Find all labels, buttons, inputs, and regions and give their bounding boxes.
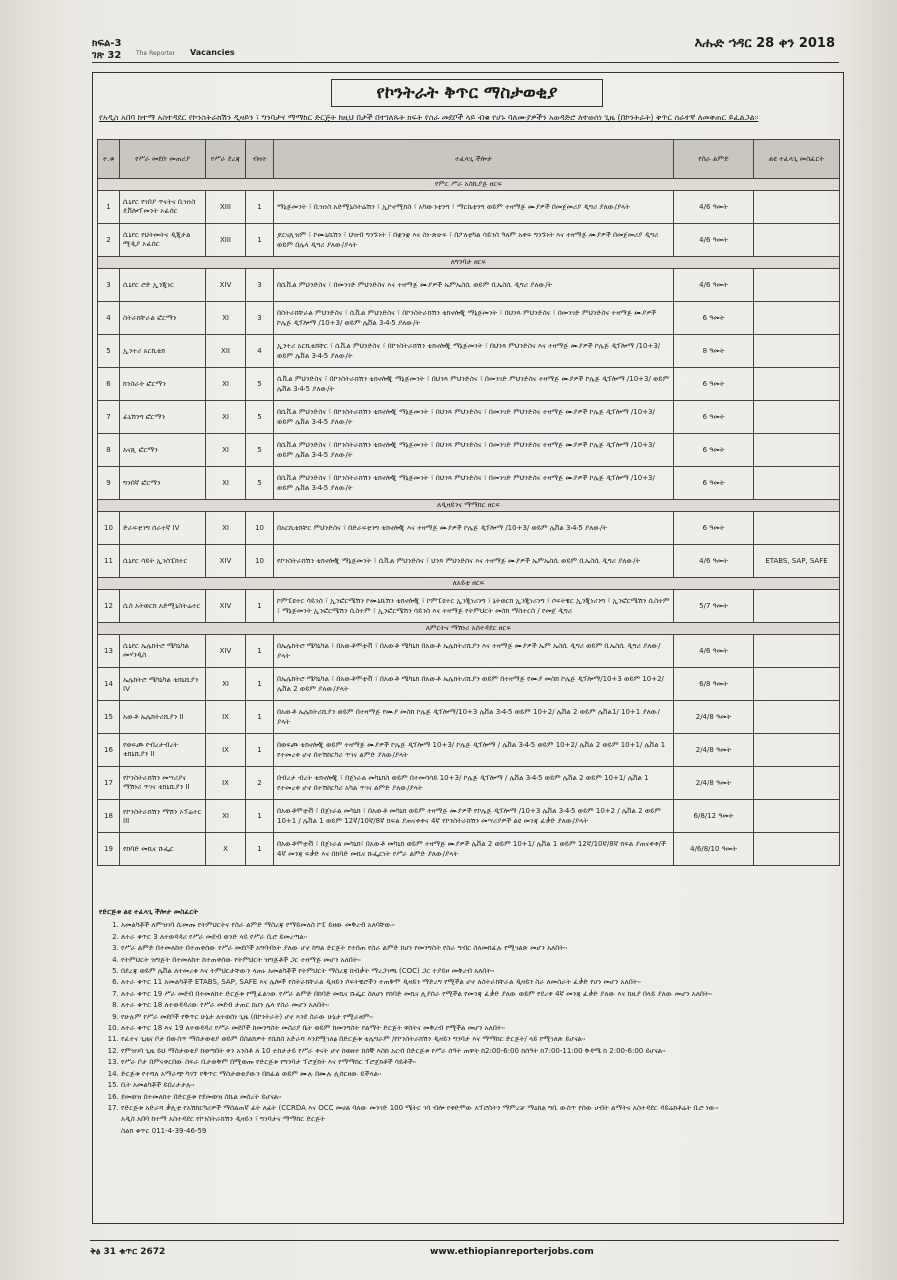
section-name: የምር ሥራ አስኪያጅ ዘርፍ (98, 179, 840, 191)
cell-special (754, 302, 840, 335)
cell-grade: XI (206, 434, 246, 467)
cell-qty: 3 (246, 269, 274, 302)
cell-special (754, 734, 840, 767)
cell-experience: 4/6 ዓመት (674, 269, 754, 302)
table-row (98, 302, 840, 335)
cell-requirements: በሲቪል ምህንድስና ፣ በኮንስትራክሽን ቴክኖሎጂ ማኔጅመንት ፣ በህንጻ ምህንድስና ፣ በመንገድ ምህንድስና ተዛማጅ ሙያዎች ኮሌጅ ዲፕሎማ /10+3/ ወይም ሌቨል 3፡4፡5 ያለው/ት (274, 401, 674, 434)
cell-experience: 6/8 ዓመት (674, 668, 754, 701)
note-item: 15. ቢት አመልካቾች ይበረታታሉ፡፡ (121, 1080, 835, 1091)
cell-special (754, 224, 840, 257)
col-header-no: ተ.ቁ (98, 140, 120, 179)
table-row (98, 191, 840, 224)
cell-requirements: በወፍጮ ቴክኖሎጂ ወይም ተዛማጅ ሙያዎች ኮሌጅ ዲፕሎማ 10+3/ ኮሌጅ ዲፕሎማ / ሌቨል 3፡4፡5 ወይም 10+2/ ሌቨል 2 ወይም 10+1/ ሌቨል 1 የተመረቀ ሆኖ በተሽከርካሪ ጥገና ልምድ ያለው/ያላት (274, 734, 674, 767)
table-row (98, 635, 840, 668)
note-item: 3. የሥራ ልምድ በተመለከተ በተጠቀሰው የሥራ መደቦች አግባብነት ያለው ሆኖ ከግል ድርጅት የተሰጠ የስራ ልምድ ከሆነ የመንግስት የስራ ግብር ስለመክፈሉ የሚገልጽ መሆን አለበት፡፡ (121, 943, 835, 954)
cell-title: ሲኒየር የገበያ ጥናትና ቢዝነስ ዴቨሎፕመንት ኦፊሰር (120, 191, 206, 224)
cell-experience: 4/6 ዓመት (674, 224, 754, 257)
cell-grade: IX (206, 701, 246, 734)
cell-experience: 4/6 ዓመት (674, 545, 754, 578)
cell-qty: 1 (246, 701, 274, 734)
cell-special (754, 467, 840, 500)
cell-requirements: በስትራክቸራል ምህንድስና ፣ ሲቪል ምህንድስና ፣ በኮንስትራክሽን ቴክኖሎጂ ማኔጅመንት ፣ በህንጻ ምህንድስና ፣ በመንገድ ምህንድስና ተዛማጅ ሙያዎች ኮሌጅ ዲፕሎማ /10+3/ ወይም ሌቨል 3፡4፡5 ያለው/ት (274, 302, 674, 335)
section-name: Vacancies (190, 48, 235, 57)
cell-requirements: በኤሌክትሮ ሜካኒካል ፣ በአውቶሞቲቭ ፣ በአውቶ ሜካኒክ በአውቶ ኤሌክትሪሺያን እና ተዛማጅ ሙያዎች ኤም ኤስሲ ዲግሪ ወይም ቢኤስሲ ዲግሪ ያለው/ያላት (274, 635, 674, 668)
cell-experience: 6 ዓመት (674, 512, 754, 545)
notes-list (99, 920, 835, 1114)
table-row (98, 269, 840, 302)
col-header-title: የሥራ መደቡ መጠሪያ (120, 140, 206, 179)
ad-title: የኮንትራት ቅጥር ማስታወቂያ (331, 79, 603, 107)
cell-grade: IX (206, 734, 246, 767)
volume-issue: ቅፅ 31 ቁጥር 2672 (90, 1247, 166, 1257)
cell-qty: 10 (246, 512, 274, 545)
note-item: 9. የሁሉም የሥራ መደቦች የቅጥር ሁኔታ ለተወሰነ ጊዜ (በኮንትራት) ሆኖ እንደ ስራው ሁኔታ የሚራዘም፡፡ (121, 1012, 835, 1023)
cell-experience: 6 ዓመት (674, 401, 754, 434)
col-header-experience: የስራ ልምድ (674, 140, 754, 179)
cell-title: ሲኒየር የህትመትና ዲጂታል ሚዲያ ኦፊሰር (120, 224, 206, 257)
cell-special (754, 335, 840, 368)
cell-no: 10 (98, 512, 120, 545)
cell-special (754, 590, 840, 623)
cell-grade: XIV (206, 545, 246, 578)
cell-no: 17 (98, 767, 120, 800)
cell-title: የኮንስትራክሽን ማሽን ኦፕሬተር III (120, 800, 206, 833)
cell-title: የወፍጮ የብረታብረት ቴክኒሺያን II (120, 734, 206, 767)
cell-grade: XIII (206, 191, 246, 224)
cell-qty: 4 (246, 335, 274, 368)
cell-qty: 1 (246, 590, 274, 623)
cell-requirements: በብረታ ብረት ቴክኖሎጂ ፣ በጀነራል መካኒክስ ወይም በተመሳሳይ 10+3/ ኮሌጅ ዲፕሎማ / ሌቨል 3፡4፡5 ወይም ሌቨል 2 ወይም 10+1/ ሌቨል 1 የተመረቀ ሆኖ በተሽከርካሪ አካል ጥገና ልምድ ያለው/ያላት (274, 767, 674, 800)
table-row (98, 368, 840, 401)
cell-requirements: በአርኪቴክቸር ምህንድስና ፣ በድራፍቲንግ ቴክኖሎጂ እና ተዛማጅ ሙያዎች ኮሌጅ ዲፕሎማ /10+3/ ወይም ሌቨል 3፡4፡5 ያለው/ት (274, 512, 674, 545)
cell-experience: 4/6 ዓመት (674, 191, 754, 224)
cell-no: 13 (98, 635, 120, 668)
table-row (98, 467, 840, 500)
cell-title: የኮንስትራክሽን መሣሪያና ማሽነሪ ጥገና ቴክኒሺያን II (120, 767, 206, 800)
cell-requirements: በአውቶሞቲቭ ፣ በጀነራል መካኒክ፣ በአውቶ መካኒክ ወይም ተዛማጅ ሙያዎች ሌቨል 2 ወይም 10+1/ ሌቨል 1 ወይም 12ኛ/10ኛ/8ኛ ክፍል ያጠናቀቀ/ች 4ኛ መንጃ ፍቃድ እና በከባድ መኪና ሹፌርነት የሥራ ልምድ ያለው/ያላት (274, 833, 674, 866)
note-item: 7. ለተራ ቁጥር 19 ሥራ መደብ በተመለከተ ድርጅቱ የሚፈልገው የሥራ ልምድ በከባድ መኪና ሹፌር ስለሆነ የከባድ መኪና ሊያሰራ የሚችል የመንጃ ፈቃድ ያለው ወይም የደረቀ 4ኛ መንጃ ፈቃድ ያለው እና ከዚያ በላይ ያለው መሆን አለበት፡፡ (121, 989, 835, 1000)
cell-requirements: የኮንስትራክሽን ቴክኖሎጂ ማኔጅመንት ፣ ሲቪል ምህንድስና ፣ ህንጻ ምህንድስና እና ተዛማጅ ሙያዎች ኤምኤስሲ ወይም ቢኤስሲ ዲግሪ ያለው/ት (274, 545, 674, 578)
cell-no: 7 (98, 401, 120, 434)
table-row (98, 434, 840, 467)
note-item: 10. ለተራ ቁጥር 18 እና 19 ለተወዳዳሪ የሥራ መደቦች ከመንግስት መስሪያ ቤት ወይም ከመንግስት የልማት ድርጅት ዋስትና መቅረብ የሚችል መሆን አለበት፡፡ (121, 1023, 835, 1034)
table-row (98, 590, 840, 623)
cell-grade: XI (206, 368, 246, 401)
cell-title: ሲኒየር ኤሌክትሮ ሜካኒካል መሃንዲስ (120, 635, 206, 668)
cell-requirements: በሲቪል ምህንድስና ፣ በመንገድ ምህንድስና እና ተዛማጅ ሙያዎች ኤምኤስሲ ወይም ቢኤስሲ ዲግሪ ያለው/ት (274, 269, 674, 302)
cell-no: 19 (98, 833, 120, 866)
col-header-requirements: ተፈላጊ ችሎታ (274, 140, 674, 179)
issue-date: እሑድ ኀዳር 28 ቀን 2018 (694, 36, 835, 51)
cell-special (754, 191, 840, 224)
table-row (98, 734, 840, 767)
cell-requirements: ኮምፒዩተር ሳይንስ ፣ ኢንፎርሜሽን ኮሙኒኬሽን ቴክኖሎጂ ፣ ኮምፒዩተር ኢንጂነሪንግ ፣ ኔትወርክ ኢንጂነሪንግ ፣ ሶፍትዌር ኢንጂነሪንግ ፣ ኢንፎርሜሽን ሲስተም ፣ ማኔጅመንት ኢንፎርሜሽን ሲስተም ፣ ኢንፎርሜሽን ሳይንስ እና ተዛማጅ የትምህርት መስክ ማስተርስ / የመጀ ዲግሪ (274, 590, 674, 623)
cell-qty: 1 (246, 800, 274, 833)
cell-no: 6 (98, 368, 120, 401)
cell-requirements: በአውቶሞቲቭ ፣ በጀነራል መካኒክ ፣ በአውቶ መካኒክ ወይም ተዛማጅ ሙያዎች የኮሌጅ ዲፕሎማ /10+3 ሌቨል 3፡4፡5 ወይም 10+2 / ሌቨል 2 ወይም 10+1 / ሌቨል 1 ወይም 12ኛ/10ኛ/8ኛ ክፍል ያጠናቀቀና 4ኛ የኮንስትራክሽን መሣሪያዎች ልዩ መንጃ ፈቃድ ያለው/ያላት (274, 800, 674, 833)
cell-experience: 2/4/8 ዓመት (674, 701, 754, 734)
table-row (98, 335, 840, 368)
col-header-qty: ብዛት (246, 140, 274, 179)
cell-special (754, 668, 840, 701)
table-row (98, 401, 840, 434)
vacancy-ad (92, 72, 844, 1224)
cell-special (754, 269, 840, 302)
cell-qty: 1 (246, 833, 274, 866)
cell-no: 12 (98, 590, 120, 623)
cell-grade: XIV (206, 635, 246, 668)
cell-qty: 1 (246, 635, 274, 668)
cell-experience: 6 ዓመት (674, 302, 754, 335)
note-item: 5. በደረጃ ወይም ሌቨል ለተመረቁ እና ትምህርታቸውን ላጠኑ አመልካቾች የትምህርት ማስረጃ ከብቃት ማረጋገጫ (COC) ጋር ተያይዞ መቅረብ አለበት፡፡ (121, 966, 835, 977)
note-item: 11. የፈተና ጊዜና ቦታ በውስጥ ማስታወቂያ ወይም በስልክዎት የሴክስ አድራሻ እንደሚገለፅ በድርጅቱ ቴሌግራም /የኮንስትራክሽን ዲዛይን ግንባታ እና ማማከር ድርጅት/ ላይ የሚገለጽ ይሆናል፡፡ (121, 1034, 835, 1045)
cell-requirements: በኤሌክትሮ ሜካኒካል ፣ በአውቶሞቲቭ ፣ በአውቶ ሜካኒክ በአውቶ ኤሌክትሪሺያን ወይም በተዛማጅ የሙያ መስክ ኮሌጅ ዲፕሎማ/10+3 ወይም 10+2/ ሌቨል 2 ወይም ያለው/ያላት (274, 668, 674, 701)
cell-qty: 5 (246, 467, 274, 500)
table-section-row (98, 578, 840, 590)
note-item: 8. ለተራ ቁጥር 18 ለተወዳዳሪው የሥራ መደብ ታጠር ከሆነ ሌላ የስራ መሆን አለበት፡፡ (121, 1000, 835, 1011)
cell-special: ETABS, SAP, SAFE (754, 545, 840, 578)
table-section-row (98, 623, 840, 635)
table-row (98, 668, 840, 701)
cell-grade: XI (206, 668, 246, 701)
cell-no: 11 (98, 545, 120, 578)
note-item: 13. የሥራ ቦታ በምናቀርበው ስፍራ ቢታወቅም በሚወጡ የድርጅቱ የግንባታ ፕሮጀክት እና የማማከር ፕሮጀክቶች ሳይቶች፡፡ (121, 1057, 835, 1068)
cell-qty: 10 (246, 545, 274, 578)
cell-title: ግንበኛ ፎርማን (120, 467, 206, 500)
cell-qty: 1 (246, 668, 274, 701)
cell-requirements: በአውቶ ኤሌክትሪሺያን ወይም በተዛማጅ የሙያ መስክ ኮሌጅ ዲፕሎማ/10+3 ሌቨል 3፡4፡5 ወይም 10+2/ ሌቨል 2 ወይም ሌቨል1/ 10+1 ያለው/ያላት (274, 701, 674, 734)
cell-grade: XIV (206, 269, 246, 302)
note-item: 2. ለተራ ቁጥር 3 ለተወዳዳሪ የሥራ መደብ ወንድ ላይ የሥራ ቢሮ ይመረጣል፡፡ (121, 932, 835, 943)
note-item: 6. ለተራ ቁጥር 11 አመልካቾች ETABS, SAP, SAFE እና ሌሎች የስትራክቸራል ዲዛይን ሶፍትዌሮችን ተጠቅሞ ዲዛይን ማድረግ የሚችል ሆኖ ለስትራክቸራል ዲዛይን ስራ ለመስራት ፈቃድ የሆነ መሆን አለበት፡፡ (121, 977, 835, 988)
cell-special (754, 512, 840, 545)
requirements-notes (99, 907, 835, 1137)
cell-title: ሲኒየር ሳይት ኢንስፔክተር (120, 545, 206, 578)
page-footer (90, 1240, 839, 1263)
cell-qty: 5 (246, 434, 274, 467)
cell-grade: XI (206, 800, 246, 833)
table-header-row (98, 140, 840, 179)
cell-no: 4 (98, 302, 120, 335)
table-row (98, 512, 840, 545)
cell-special (754, 701, 840, 734)
cell-title: ስትራክቸራል ፎርማን (120, 302, 206, 335)
vacancy-table (97, 139, 840, 866)
cell-grade: XIII (206, 224, 246, 257)
table-row (98, 545, 840, 578)
cell-no: 2 (98, 224, 120, 257)
cell-special (754, 833, 840, 866)
cell-grade: XI (206, 467, 246, 500)
section-name: ለአይቲ ዘርፍ (98, 578, 840, 590)
col-header-grade: የሥራ ደረጃ (206, 140, 246, 179)
brand-name: The Reporter (136, 50, 176, 57)
cell-experience: 6/8/12 ዓመት (674, 800, 754, 833)
cell-experience: 2/4/8 ዓመት (674, 767, 754, 800)
footer-url[interactable]: www.ethiopianreporterjobs.com (430, 1247, 594, 1257)
cell-no: 1 (98, 191, 120, 224)
cell-qty: 2 (246, 767, 274, 800)
note-item: 14. ድርጅቱ የተሻለ አማራጭ ካገኘ የቅጥር ማስታወቂያውን በከፊል ወይም ሙሉ በሙሉ ሊሰርዘው ይችላል፡፡ (121, 1069, 835, 1080)
table-row (98, 767, 840, 800)
cell-grade: IX (206, 767, 246, 800)
table-section-row (98, 257, 840, 269)
cell-qty: 3 (246, 302, 274, 335)
cell-requirements: በሲቪል ምህንድስና ፣ በኮንስትራክሽን ቴክኖሎጂ ማኔጅመንት ፣ በህንጻ ምህንድስና ፣ በመንገድ ምህንድስና ተዛማጅ ሙያዎች ኮሌጅ ዲፕሎማ /10+3/ ወይም ሌቨል 3፡4፡5 ያለው/ት (274, 467, 674, 500)
cell-no: 15 (98, 701, 120, 734)
section-name: ለምርትና ማሽነሪ አስተዳደር ዘርፍ (98, 623, 840, 635)
cell-grade: XI (206, 512, 246, 545)
cell-title: ፊኒሽንግ ፎርማን (120, 401, 206, 434)
cell-experience: 4/6 ዓመት (674, 635, 754, 668)
cell-title: አውቶ ኤሌክትሪሺያን II (120, 701, 206, 734)
cell-special (754, 368, 840, 401)
cell-special (754, 434, 840, 467)
note-item: 16. ደመወዝ በተመለከተ በድርጅቱ የደመወዝ ስኬል መሰረት ይሆናል፡፡ (121, 1092, 835, 1103)
cell-no: 3 (98, 269, 120, 302)
cell-experience: 6 ዓመት (674, 368, 754, 401)
cell-title: ሲኒየር ሮድ ኢንጂነር (120, 269, 206, 302)
header-rule (92, 62, 839, 63)
cell-title: ሲስ አትወርክ አድሚኒስትሬተር (120, 590, 206, 623)
table-row (98, 833, 840, 866)
notes-title: የድርጅቱ ልዩ ተፈላጊ ችሎታ መስፈርት (99, 908, 199, 916)
page-section-label: ክፍል-3 (92, 38, 122, 49)
cell-requirements: ማኔጅመንት ፣ ቢዝነስ አድሚኒስትሬሽን ፣ ኢኮኖሚክስ ፣ አካውንቲንግ ፣ ማርኬቲንግ ወይም ተዛማጅ ሙያዎች በመጀመሪያ ዲግሪ ያለው/ያላት (274, 191, 674, 224)
contact-phone: ስልክ ቁጥር 011-4-39-46-59 (121, 1126, 207, 1135)
note-item: 17. የድርጅቱ አድራሻ ቃሊቲ የአሽከርካሪዎች ማሰልጠኛ ፊት ለፊት (CCRDA እና OCC መሀል ባለው መንገድ 100 ሜትር ገባ ብሎ የቀድሞው አፕሮስትን ማምረቻ ማዕከል ግቢ ውስጥ የሰው ሀብት ልማትና አስተዳደር ዳይሬክቶሬት ቢሮ ነው፡፡ (121, 1103, 835, 1114)
cell-experience: 5/7 ዓመት (674, 590, 754, 623)
cell-no: 18 (98, 800, 120, 833)
section-name: ለዲዛይንና ማማከር ዘርፍ (98, 500, 840, 512)
cell-no: 14 (98, 668, 120, 701)
cell-requirements: ሲቪል ምህንድስና ፣ በኮንስትራክሽን ቴክኖሎጂ ማኔጅመንት ፣ በህንጻ ምህንድስና ፣ በመንገድ ምህንድስና ተዛማጅ ሙያዎች ኮሌጅ ዲፕሎማ /10+3/ ወይም ሌቨል 3፡4፡5 ያለው/ት (274, 368, 674, 401)
cell-no: 9 (98, 467, 120, 500)
page-number: ገጽ 32 (92, 50, 122, 61)
cell-grade: XIV (206, 590, 246, 623)
note-item: 1. አመልካቾች ለምዝገባ ሲመጡ የትምህርትና የስራ ልምድ ማስረጃ የማይመለስ ኮፒ ይዘው መቅረብ አለባቸው፡፡ (121, 920, 835, 931)
cell-experience: 8 ዓመት (674, 335, 754, 368)
cell-qty: 1 (246, 734, 274, 767)
ad-intro: የአዲስ አበባ ከተማ አስተዳደር የኮንስትራክሽን ዲዛይን ፣ ግንባታና ማማከር ድርጅት ከዚህ በታች በተገለጹት ክፍት የስራ መደቦች ላይ ብቁ የሆኑ ባለሙያዎችን አወዳድሮ ለተወሰነ ጊዜ (በኮንትራት) ቅጥር ሰራተኛ ለመቅጠር ይፈልጋል፡፡ (99, 113, 759, 122)
cell-grade: XI (206, 302, 246, 335)
cell-special (754, 401, 840, 434)
table-section-row (98, 500, 840, 512)
table-body (98, 179, 840, 866)
cell-grade: XI (206, 401, 246, 434)
cell-special (754, 800, 840, 833)
table-section-row (98, 179, 840, 191)
note-item: 4. የትምህርት ዝግጅት በተመለከተ ከተጠቀሰው የትምህርት ዝግጅቶች ጋር ተዛማጅ መሆን አለበት፡፡ (121, 955, 835, 966)
contact-org: አዲስ አበባ ከተማ አስተዳደር የኮንስትራክሽን ዲዛይን ፣ ግንባታና ማማከር ድርጅት (121, 1115, 325, 1124)
cell-experience: 6 ዓመት (674, 434, 754, 467)
cell-title: ክንስራት ፎርማን (120, 368, 206, 401)
table-row (98, 224, 840, 257)
cell-grade: XII (206, 335, 246, 368)
cell-title: ኤሌክትሮ ሜካኒካል ቴክኒሺያን IV (120, 668, 206, 701)
col-header-special: ልዩ ተፈላጊ መስፈርት (754, 140, 840, 179)
cell-experience: 6 ዓመት (674, 467, 754, 500)
cell-title: የከባድ መኪና ሹፌር (120, 833, 206, 866)
cell-special (754, 767, 840, 800)
note-item: 12. የምዝገባ ጊዜ ይህ ማስታወቂያ ከወጣበት ቀን አንስቶ ለ 10 ተከታታይ የሥራ ቀናት ሆኖ ከወዘተ ከሰኞ እስከ አርብ በድርጅቱ የሥራ ሰዓት ጠዋት ከ2:00-6:00 ከሰዓት ከ7:00-11:00 ቅዳሜ ከ 2:00-6:00 ይሆናል፡፡ (121, 1046, 835, 1057)
cell-experience: 4/6/8/10 ዓመት (674, 833, 754, 866)
cell-title: ድራፍቲንግ ሰራተኛ IV (120, 512, 206, 545)
cell-qty: 1 (246, 191, 274, 224)
table-row (98, 701, 840, 734)
cell-no: 8 (98, 434, 120, 467)
cell-grade: X (206, 833, 246, 866)
cell-requirements: ጆርናሊዝም ፣ ኮሙኒኬሽን ፣ ህዝብ ግንኙነት ፣ በቋንቋ እና ስነ-ጽሁፍ ፣ በፖለቲካል ሳይንስ ዓለም አቀፍ ግንኙነት እና ተዛማጅ ሙያዎች በመጀመሪያ ዲግሪ ወይም በሌላ ዲግሪ ያለው/ያላት (274, 224, 674, 257)
cell-requirements: ኢንተሪ አርኪቴክቸር ፣ ሲቪል ምህንድስና ፣ በኮንስትራክሽን ቴክኖሎጂ ማኔጅመንት ፣ በህንጻ ምህንድስና እና ተዛማጅ ሙያዎች ኮሌጅ ዲፕሎማ /10+3/ ወይም ሌቨል 3፡4፡5 ያለው/ት (274, 335, 674, 368)
cell-qty: 1 (246, 224, 274, 257)
cell-title: ኢንተሪ አርኪቴክ (120, 335, 206, 368)
section-name: ለግንባታ ዘርፍ (98, 257, 840, 269)
cell-title: አናጺ ፎርማን (120, 434, 206, 467)
cell-no: 16 (98, 734, 120, 767)
cell-qty: 5 (246, 368, 274, 401)
table-row (98, 800, 840, 833)
page-header (92, 34, 839, 64)
cell-requirements: በሲቪል ምህንድስና ፣ በኮንስትራክሽን ቴክኖሎጂ ማኔጅመንት ፣ በህንጻ ምህንድስና ፣ በመንገድ ምህንድስና ተዛማጅ ሙያዎች ኮሌጅ ዲፕሎማ /10+3/ ወይም ሌቨል 3፡4፡5 ያለው/ት (274, 434, 674, 467)
cell-qty: 5 (246, 401, 274, 434)
cell-experience: 2/4/8 ዓመት (674, 734, 754, 767)
cell-special (754, 635, 840, 668)
cell-no: 5 (98, 335, 120, 368)
